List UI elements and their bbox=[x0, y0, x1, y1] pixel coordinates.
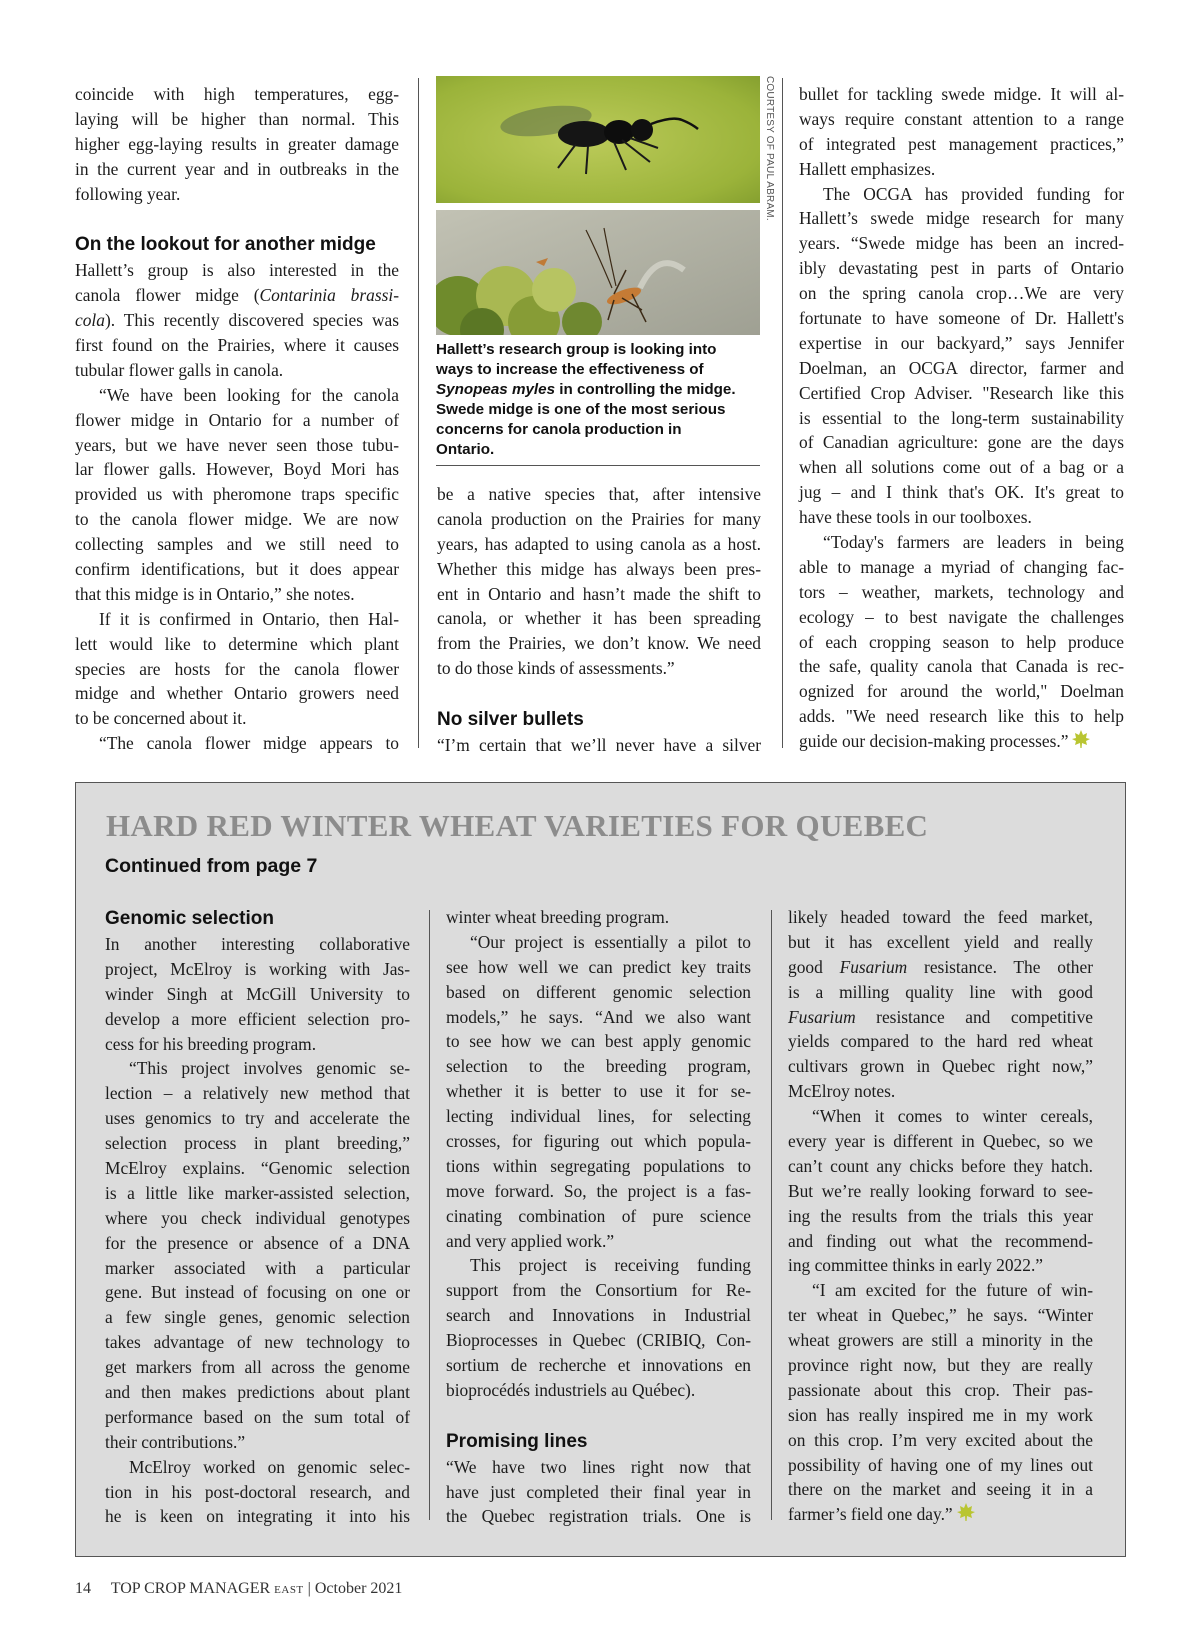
text-line: ing committee thinks in early 2022.” bbox=[788, 1255, 1044, 1276]
text-line: “Today's farmers are leaders in being bbox=[823, 532, 1124, 553]
text-line: tubular flower galls in canola. bbox=[75, 359, 284, 380]
text-line: have these tools in our toolboxes. bbox=[799, 507, 1032, 528]
text-line: canola flower midge (Contarinia brassi- bbox=[75, 285, 399, 306]
text-line: whether it is better to use it for se- bbox=[446, 1081, 751, 1102]
section-heading: Promising lines bbox=[446, 1430, 588, 1452]
page-footer bbox=[75, 1580, 402, 1598]
text-line: laying will be higher than normal. This bbox=[75, 108, 399, 129]
text-line: following year. bbox=[75, 183, 181, 204]
text-line: ibly devastating pest in parts of Ontario bbox=[799, 258, 1124, 279]
text-line: cess for his breeding program. bbox=[105, 1033, 317, 1054]
text-line: and then makes predictions about plant bbox=[105, 1382, 410, 1403]
text-line: canola, or whether it has been spreading bbox=[437, 608, 761, 629]
text-line: Hallett’s group is also interested in the bbox=[75, 260, 399, 281]
column-divider bbox=[429, 910, 430, 1520]
caption-line: ways to increase the effectiveness of bbox=[436, 361, 704, 378]
box-column-3 bbox=[788, 905, 1093, 1527]
photo-credit: COURTESY OF PAUL ABRAM. bbox=[764, 76, 775, 221]
text-line: years, has adapted to using canola as a host. bbox=[437, 533, 761, 554]
box-column-2 bbox=[446, 905, 751, 1529]
text-line: passionate about this crop. Their pas- bbox=[788, 1379, 1093, 1400]
text-line: ter wheat in Quebec,” he says. “Winter bbox=[788, 1305, 1093, 1326]
text-line: ways require constant attention to a range bbox=[799, 108, 1124, 129]
text-line: the Quebec registration trials. One is bbox=[446, 1506, 751, 1527]
text-line: of integrated pest management practices,” bbox=[799, 133, 1124, 154]
text-line: province right now, but they are really bbox=[788, 1355, 1093, 1376]
text-line: But we’re really looking forward to see- bbox=[788, 1180, 1093, 1201]
text-line: he is keen on integrating it into his bbox=[105, 1506, 410, 1527]
text-line: ent in Ontario and hasn’t made the shift to bbox=[437, 583, 761, 604]
text-line: uses genomics to try and accelerate the bbox=[105, 1108, 410, 1129]
column-divider bbox=[782, 78, 783, 748]
text-line: canola production on the Prairies for many bbox=[437, 508, 761, 529]
text-line: midge and whether Ontario growers need bbox=[75, 683, 399, 704]
caption-line: Synopeas myles in controlling the midge. bbox=[436, 381, 736, 398]
section-heading: On the lookout for another midge bbox=[75, 234, 376, 256]
text-line: can’t count any chicks before they hatch. bbox=[788, 1155, 1093, 1176]
text-line: have just completed their final year in bbox=[446, 1481, 751, 1502]
wasp-photo bbox=[436, 76, 760, 203]
text-line: in the current year and in outbreaks in the bbox=[75, 158, 399, 179]
text-line: fortunate to have someone of Dr. Hallett's bbox=[799, 308, 1124, 329]
text-line: based on different genomic selection bbox=[446, 981, 751, 1002]
paragraph-gap bbox=[446, 1403, 751, 1428]
text-line: able to manage a myriad of changing fac- bbox=[799, 556, 1124, 577]
text-line: takes advantage of new technology to bbox=[105, 1332, 410, 1353]
text-line: species are hosts for the canola flower bbox=[75, 658, 399, 679]
text-line: confirm identifications, but it does appear bbox=[75, 559, 399, 580]
text-line: there on the market and seeing it in a bbox=[788, 1479, 1093, 1500]
text-line: McElroy explains. “Genomic selection bbox=[105, 1158, 410, 1179]
text-line: develop a more efficient selection pro- bbox=[105, 1008, 410, 1029]
text-line: Fusarium resistance and competitive bbox=[788, 1006, 1093, 1027]
article-column-2 bbox=[437, 482, 761, 758]
text-line: winder Singh at McGill University to bbox=[105, 983, 410, 1004]
text-line: move forward. So, the project is a fas- bbox=[446, 1180, 751, 1201]
publication-name: TOP CROP MANAGER bbox=[110, 1580, 271, 1597]
text-line: to do those kinds of assessments.” bbox=[437, 658, 675, 679]
text-line: but it has excellent yield and really bbox=[788, 931, 1093, 952]
text-line: farmer’s field one day.” bbox=[788, 1502, 1093, 1527]
text-line: and finding out what the recommend- bbox=[788, 1230, 1093, 1251]
photo-caption bbox=[436, 340, 766, 460]
text-line: In another interesting collaborative bbox=[105, 934, 410, 954]
publication-edition: EAST bbox=[274, 1584, 304, 1596]
text-line: lar flower galls. However, Boyd Mori has bbox=[75, 459, 399, 480]
text-line: tors – weather, markets, technology and bbox=[799, 581, 1124, 602]
text-line: lecting individual lines, for selecting bbox=[446, 1106, 751, 1127]
text-line: Whether this midge has always been pres- bbox=[437, 558, 761, 579]
text-line: get markers from all across the genome bbox=[105, 1357, 410, 1378]
text-line: This project is receiving funding bbox=[470, 1255, 751, 1276]
text-line: ecology – to best navigate the challenges bbox=[799, 606, 1124, 627]
text-line: be a native species that, after intensive bbox=[437, 484, 761, 504]
text-line: support from the Consortium for Re- bbox=[446, 1280, 751, 1301]
text-line: cinating combination of pure science bbox=[446, 1205, 751, 1226]
text-line: first found on the Prairies, where it causes bbox=[75, 335, 399, 356]
text-line: bioprocédés industriels au Québec). bbox=[446, 1379, 696, 1400]
box-subtitle: Continued from page 7 bbox=[105, 855, 318, 877]
text-line: jug – and I think that's OK. It's great to bbox=[799, 482, 1124, 503]
text-line: Bioprocesses in Quebec (CRIBIQ, Con- bbox=[446, 1330, 751, 1351]
paragraph-gap bbox=[437, 681, 761, 706]
text-line: the safe, quality canola that Canada is rec- bbox=[799, 656, 1124, 677]
text-line: to be concerned about it. bbox=[75, 708, 247, 729]
text-line: likely headed toward the feed market, bbox=[788, 907, 1093, 927]
caption-line: Ontario. bbox=[436, 441, 495, 458]
caption-line: Swede midge is one of the most serious bbox=[436, 401, 726, 418]
text-line: “The canola flower midge appears to bbox=[99, 733, 399, 754]
text-line: higher egg-laying results in greater damage bbox=[75, 133, 399, 154]
text-line: when all solutions come out of a bag or a bbox=[799, 457, 1124, 478]
text-line: Doelman, an OCGA director, farmer and bbox=[799, 357, 1124, 378]
text-line: coincide with high temperatures, egg- bbox=[75, 84, 399, 104]
text-line: on this crop. I’m very excited about the bbox=[788, 1429, 1093, 1450]
text-line: lett would like to determine which plant bbox=[75, 633, 399, 654]
text-line: years, but we have never seen those tubu- bbox=[75, 434, 399, 455]
text-line: McElroy worked on genomic selec- bbox=[129, 1456, 410, 1477]
box-column-1 bbox=[105, 905, 410, 1529]
section-heading: No silver bullets bbox=[437, 709, 584, 731]
section-heading: Genomic selection bbox=[105, 908, 274, 929]
text-line: “We have been looking for the canola bbox=[99, 384, 399, 405]
text-line: see how well we can predict key traits bbox=[446, 956, 751, 977]
text-line: “Our project is essentially a pilot to bbox=[470, 931, 751, 952]
text-line: from the Prairies, we don’t know. We need bbox=[437, 633, 761, 654]
text-line: Hallett’s swede midge research for many bbox=[799, 208, 1124, 229]
issue-date: October 2021 bbox=[314, 1580, 403, 1597]
text-line: collecting samples and we still need to bbox=[75, 534, 399, 555]
text-line: Hallett emphasizes. bbox=[799, 158, 936, 179]
text-line: “When it comes to winter cereals, bbox=[812, 1106, 1093, 1127]
text-line: and very applied work.” bbox=[446, 1230, 615, 1251]
text-line: lection – a relatively new method that bbox=[105, 1083, 410, 1104]
text-line: to see how we can best apply genomic bbox=[446, 1031, 751, 1052]
text-line: flower midge in Ontario for a number of bbox=[75, 409, 399, 430]
caption-line: Hallett’s research group is looking into bbox=[436, 341, 717, 358]
box-title: HARD RED WINTER WHEAT VARIETIES FOR QUEBEC bbox=[106, 808, 929, 843]
footer-separator: | bbox=[307, 1580, 311, 1597]
text-line: performance based on the sum total of bbox=[105, 1406, 410, 1427]
text-line: selection process in plant breeding,” bbox=[105, 1133, 410, 1154]
text-line: ing the results from the trials this year bbox=[788, 1205, 1093, 1226]
text-line: of each cropping season to help produce bbox=[799, 631, 1124, 652]
text-line: models,” he says. “And we also want bbox=[446, 1006, 751, 1027]
text-line: If it is confirmed in Ontario, then Hal- bbox=[99, 608, 399, 629]
text-line: is a milling quality line with good bbox=[788, 981, 1093, 1002]
text-line: a few single genes, genomic selection bbox=[105, 1307, 410, 1328]
text-line: tions within segregating populations to bbox=[446, 1155, 751, 1176]
text-line: good Fusarium resistance. The other bbox=[788, 956, 1093, 977]
text-line: The OCGA has provided funding for bbox=[823, 183, 1124, 204]
text-line: to the canola flower midge. We are now bbox=[75, 509, 399, 530]
text-line: sion has really inspired me in my work bbox=[788, 1404, 1093, 1425]
maple-leaf-icon bbox=[1071, 729, 1091, 749]
text-line: cola). This recently discovered species was bbox=[75, 310, 399, 331]
article-column-3 bbox=[799, 82, 1124, 754]
text-line: wheat growers are still a minority in the bbox=[788, 1330, 1093, 1351]
text-line: bullet for tackling swede midge. It will al- bbox=[799, 84, 1124, 104]
article-column-1 bbox=[75, 82, 399, 756]
text-line: search and Innovations in Industrial bbox=[446, 1305, 751, 1326]
text-line: tion in his post-doctoral research, and bbox=[105, 1481, 410, 1502]
caption-rule bbox=[436, 465, 760, 466]
text-line: on the spring canola crop…We are very bbox=[799, 283, 1124, 304]
text-line: years. “Swede midge has been an incred- bbox=[799, 233, 1124, 254]
text-line: sortium de recherche et innovations en bbox=[446, 1355, 751, 1376]
text-line: that this midge is in Ontario,” she notes. bbox=[75, 583, 355, 604]
text-line: their contributions.” bbox=[105, 1431, 246, 1452]
maple-leaf-icon bbox=[956, 1502, 976, 1522]
text-line: is a little like marker-assisted selection, bbox=[105, 1182, 410, 1203]
text-line: crosses, for figuring out which popula- bbox=[446, 1131, 751, 1152]
text-line: project, McElroy is working with Jas- bbox=[105, 958, 410, 979]
text-line: adds. "We need research like this to help bbox=[799, 706, 1124, 727]
text-line: marker associated with a particular bbox=[105, 1257, 410, 1278]
text-line: expertise in our backyard,” says Jennifer bbox=[799, 332, 1124, 353]
text-line: cultivars grown in Quebec right now,” bbox=[788, 1056, 1093, 1077]
column-divider bbox=[771, 910, 772, 1520]
text-line: “I am excited for the future of win- bbox=[812, 1280, 1093, 1301]
text-line: possibility of having one of my lines out bbox=[788, 1454, 1093, 1475]
text-line: selection to the breeding program, bbox=[446, 1056, 751, 1077]
paragraph-gap bbox=[75, 206, 399, 231]
text-line: where you check individual genotypes bbox=[105, 1207, 410, 1228]
swede-midge-photo bbox=[436, 210, 760, 335]
page-number: 14 bbox=[75, 1580, 91, 1597]
text-line: “We have two lines right now that bbox=[446, 1456, 751, 1477]
text-line: “This project involves genomic se- bbox=[129, 1058, 410, 1079]
text-line: every year is different in Quebec, so we bbox=[788, 1131, 1093, 1152]
text-line: gene. But instead of focusing on one or bbox=[105, 1282, 410, 1303]
text-line: is essential to the long-term sustainability bbox=[799, 407, 1124, 428]
text-line: winter wheat breeding program. bbox=[446, 907, 670, 927]
text-line: provided us with pheromone traps specific bbox=[75, 484, 399, 505]
text-line: ognized for around the world," Doelman bbox=[799, 681, 1124, 702]
text-line: Certified Crop Adviser. "Research like this bbox=[799, 382, 1124, 403]
text-line: of Canadian agriculture: gone are the days bbox=[799, 432, 1124, 453]
column-divider bbox=[418, 78, 419, 748]
text-line: “I’m certain that we’ll never have a silver bbox=[437, 735, 761, 756]
text-line: McElroy notes. bbox=[788, 1081, 896, 1102]
caption-line: concerns for canola production in bbox=[436, 421, 682, 438]
text-line: guide our decision-making processes.” bbox=[799, 729, 1124, 754]
text-line: for the presence or absence of a DNA bbox=[105, 1232, 410, 1253]
text-line: yields compared to the hard red wheat bbox=[788, 1031, 1093, 1052]
